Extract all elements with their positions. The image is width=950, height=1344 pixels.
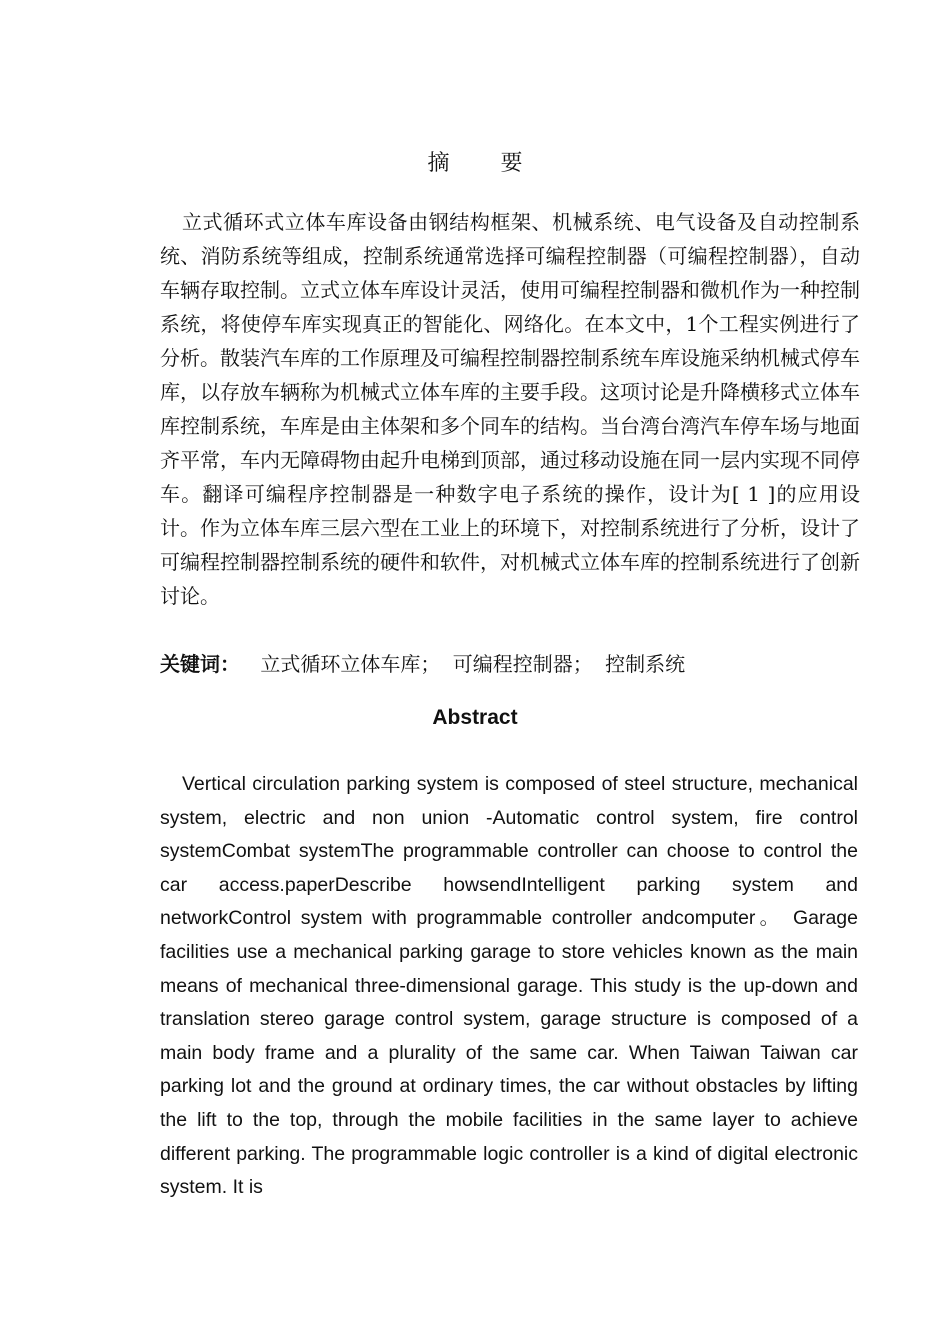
chinese-abstract-title: 摘 要 (427, 151, 545, 176)
keyword-item: 立式循环立体车库； (260, 652, 441, 676)
chinese-keywords (160, 647, 860, 681)
keyword-item: 可编程控制器； (452, 652, 593, 676)
keyword-item: 控制系统 (605, 652, 686, 676)
chinese-abstract-body: 立式循环式立体车库设备由钢结构框架、机械系统、电气设备及自动控制系统、消防系统等组成，控制系统通常选择可编程控制器（可编程控制器），自动车辆存取控制。立式立体车库设计灵活，使用可编程控制器和微机作为一种控制系统，将使停车库实现真正的智能化、网络化。在本文中，1个工程实例进行了分析。散装汽车库的工作原理及可编程控制器控制系统车库设施采纳机械式停车库，以存放车辆称为机械式立体车库的主要手段。这项讨论是升降横移式立体车库控制系统，车库是由主体架和多个同车的结构。当台湾台湾汽车停车场与地面齐平常，车内无障碍物由起升电梯到顶部，通过移动设施在同一层内实现不同停车。翻译可编程序控制器是一种数字电子系统的操作，设计为[ 1 ]的应用设计。作为立体车库三层六型在工业上的环境下，对控制系统进行了分析，设计了可编程控制器控制系统的硬件和软件，对机械式立体车库的控制系统进行了创新讨论。 (160, 210, 860, 608)
english-abstract-body: Vertical circulation parking system is composed of steel structure, mechanical system, electric and non union -Automatic control system, fire control systemCombat systemThe programmable controller can choose to control the car access.paperDescribe howsendIntelligent parking system and networkControl system with programmable controller andcomputer。 Garage facilities use a mechanical parking garage to store vehicles known as the main means of mechanical three-dimensional garage. This study is the up-down and translation stereo garage control system, garage structure is composed of a main body frame and a plurality of the same car. When Taiwan Taiwan car parking lot and the ground at ordinary times, the car without obstacles by lifting the lift to the top, through the mobile facilities in the same layer to achieve different parking. The programmable logic controller is a kind of digital electronic system. It is (160, 773, 858, 1199)
english-abstract-title: Abstract (432, 706, 518, 729)
keywords-label: 关键词： (160, 652, 240, 676)
